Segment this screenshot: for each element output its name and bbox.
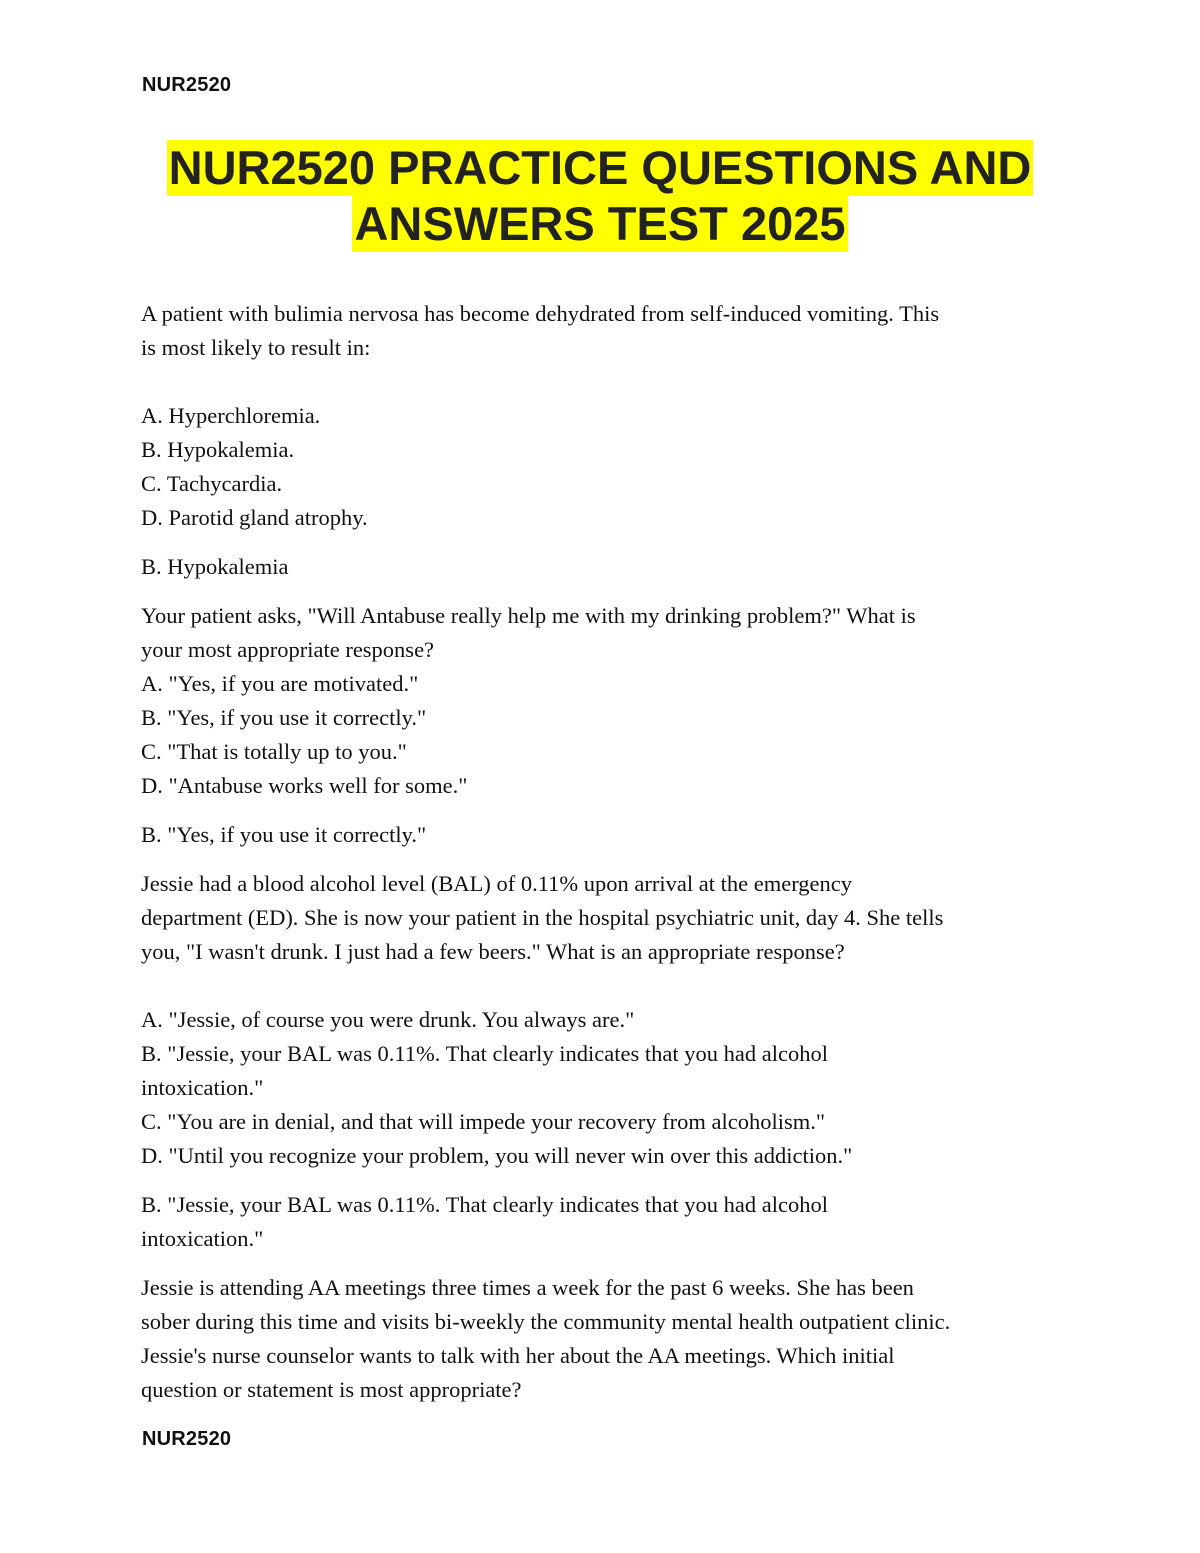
page-footer-code: NUR2520 — [142, 1428, 232, 1450]
question-2-option: C. "That is totally up to you." — [141, 739, 407, 764]
question-3-option: D. "Until you recognize your problem, you will never win over this addiction." — [141, 1143, 853, 1168]
question-2-answer: B. "Yes, if you use it correctly." — [141, 822, 427, 847]
question-1-stem-line: A patient with bulimia nervosa has become dehydrated from self-induced vomiting. This — [141, 301, 940, 326]
question-2-option: D. "Antabuse works well for some." — [141, 773, 468, 798]
question-4-stem-line: Jessie is attending AA meetings three times a week for the past 6 weeks. She has been — [141, 1275, 914, 1300]
question-2-stem-line: Your patient asks, "Will Antabuse really help me with my drinking problem?" What is — [141, 603, 916, 628]
question-3-answer: B. "Jessie, your BAL was 0.11%. That clearly indicates that you had alcohol — [141, 1192, 828, 1217]
question-4-stem-line: Jessie's nurse counselor wants to talk with her about the AA meetings. Which initial — [141, 1343, 895, 1368]
document-body — [141, 297, 1081, 1407]
page-header-code: NUR2520 — [142, 74, 232, 96]
title-line-1: NUR2520 PRACTICE QUESTIONS AND — [168, 141, 1032, 194]
question-1-stem-line: is most likely to result in: — [141, 335, 371, 360]
question-1-option: C. Tachycardia. — [141, 471, 283, 496]
question-4-stem-line: sober during this time and visits bi-weekly the community mental health outpatient clinic. — [141, 1309, 951, 1334]
question-3-option: B. "Jessie, your BAL was 0.11%. That clearly indicates that you had alcohol — [141, 1041, 828, 1066]
question-1-answer: B. Hypokalemia — [141, 554, 289, 579]
question-3-option: A. "Jessie, of course you were drunk. You always are." — [141, 1007, 635, 1032]
title-line-2: ANSWERS TEST 2025 — [354, 197, 846, 250]
question-2-stem-line: your most appropriate response? — [141, 637, 435, 662]
document-title — [0, 140, 1200, 252]
question-1-option: B. Hypokalemia. — [141, 437, 295, 462]
question-3-option: C. "You are in denial, and that will impede your recovery from alcoholism." — [141, 1109, 826, 1134]
question-4-stem-line: question or statement is most appropriate? — [141, 1377, 522, 1402]
question-3-stem-line: department (ED). She is now your patient in the hospital psychiatric unit, day 4. She tells — [141, 905, 944, 930]
question-1-option: A. Hyperchloremia. — [141, 403, 321, 428]
question-2-option: B. "Yes, if you use it correctly." — [141, 705, 427, 730]
question-3-stem-line: you, "I wasn't drunk. I just had a few beers." What is an appropriate response? — [141, 939, 845, 964]
question-1-option: D. Parotid gland atrophy. — [141, 505, 368, 530]
question-3-option: intoxication." — [141, 1075, 264, 1100]
question-2-option: A. "Yes, if you are motivated." — [141, 671, 419, 696]
question-3-stem-line: Jessie had a blood alcohol level (BAL) of 0.11% upon arrival at the emergency — [141, 871, 853, 896]
question-3-answer: intoxication." — [141, 1226, 264, 1251]
